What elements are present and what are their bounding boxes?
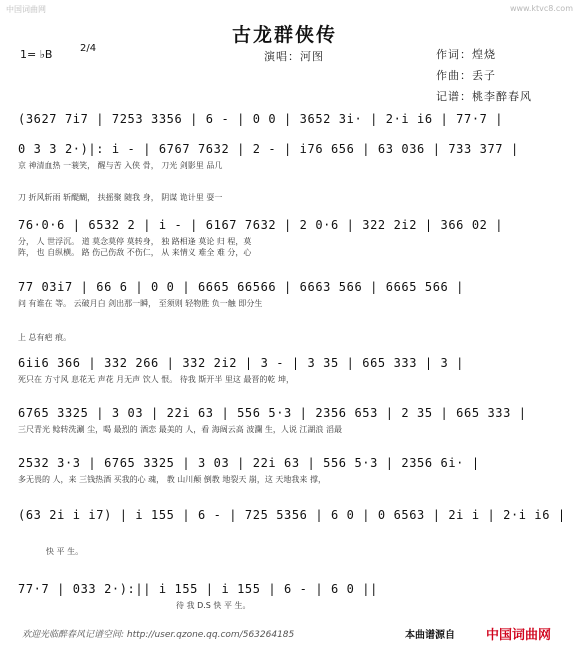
score-system-2 <box>18 142 560 202</box>
key-signature: 1= ♭B <box>20 48 53 61</box>
notation-line: 77·7 | 033 2·):|| i 155 | i 155 | 6 - | 6 0 || <box>18 582 378 596</box>
notation-line: 6ii6 366 | 332 266 | 332 2i2 | 3 - | 3 35 | 665 333 | 3 | <box>18 356 465 370</box>
lyrics-line-1: 三尺青光 鲶转洗涮 尘，喝 最烈的 酒恋 最美的 人，看 海阔云高 波瀾 生，人说 江湖浪 滔最 <box>18 425 342 434</box>
song-title: 古龙群侠传 <box>232 24 338 46</box>
lyrics-line-1: 死只在 方寸风 息花无 声花 月无声 饮人 恨。 待我 斯开半 里这 最晋的乾 坤， <box>18 375 294 384</box>
transcriber-credit: 记谱：桃李醉春风 <box>436 90 532 103</box>
notation-line: (63 2i i i7) | i 155 | 6 - | 725 5356 | 6 0 | 0 6563 | 2i i | 2·i i6 | <box>18 508 566 522</box>
lyrics-line-1: 待 我 D.S 快 平 生。 <box>176 601 251 610</box>
notation-line: 6765 3325 | 3 03 | 22i 63 | 556 5·3 | 2356 653 | 2 35 | 665 333 | <box>18 406 527 420</box>
notation-line: 2532 3·3 | 6765 3325 | 3 03 | 22i 63 | 556 5·3 | 2356 6i· | <box>18 456 480 470</box>
score-system-8 <box>18 508 566 556</box>
composer-credit: 作曲：丢子 <box>436 69 496 82</box>
score-system-4 <box>18 280 560 342</box>
footer-source: 本曲谱源自 <box>405 630 455 641</box>
notation-line: 0 3 3 2·)|: i - | 6767 7632 | 2 - | i76 656 | 63 036 | 733 377 | <box>18 142 519 156</box>
lyrics-line-1: 京 神清血热 一蓑笑， 醒与苦 入侠 骨， 刀光 剑影里 品几 <box>18 161 223 170</box>
footer-note: 欢迎光临醉春风记谱空间: http://user.qzone.qq.com/563264185 <box>22 630 295 640</box>
score-system-9 <box>18 582 560 624</box>
footer-site: 中国词曲网 <box>486 628 552 643</box>
lyrics-line-1: 快 平 生。 <box>46 547 84 556</box>
time-signature-text: 2/4 <box>80 43 97 54</box>
lyrics-line-1: 多无畏的 人，来 三钱热酒 买我的心 魂， 教 山川颠 倒教 地裂天 崩，这 天地我来 撑， <box>18 475 326 484</box>
lyrics-line-2: 刀 折风斩雨 斩醍醐， 扶摇聚 随我 身， 阴谋 诡计里 耍一 <box>18 193 223 202</box>
lyrics-line-2: 上 总有疤 痕。 <box>18 333 72 342</box>
score-system-6 <box>18 406 560 448</box>
singer-credit: 演唱：河图 <box>264 50 324 63</box>
lyrics-line-1: 分， 人 世浮沉。 道 莫念莫停 莫转身， 独 路相逢 莫论 归 程，莫 <box>18 237 252 246</box>
score-system-7 <box>18 456 560 498</box>
score-system-3 <box>18 218 560 260</box>
lyricist-credit: 作词：煌烧 <box>436 48 496 61</box>
notation-line: (3627 7i7 | 7253 3356 | 6 - | 0 0 | 3652 3i· | 2·i i6 | 77·7 | <box>18 112 504 126</box>
score-system-5 <box>18 356 560 398</box>
watermark-right: www.ktvc8.com <box>509 4 573 13</box>
lyrics-line-2: 阵， 也 自纵横。 路 伤己伤敌 不伤仁， 从 来情义 难全 难 分，心 <box>18 248 252 257</box>
notation-line: 77 03i7 | 66 6 | 0 0 | 6665 66566 | 6663 566 | 6665 566 | <box>18 280 465 294</box>
lyrics-line-1: 问 有谁在 等。 云破月白 剑出那一瞬， 至须则 轻物胜 负一触 即分生 <box>18 299 263 308</box>
notation-line: 76·0·6 | 6532 2 | i - | 6167 7632 | 2 0·6 | 322 2i2 | 366 02 | <box>18 218 504 232</box>
watermark-left: 中国词曲网 <box>6 5 46 14</box>
time-signature <box>80 44 96 54</box>
